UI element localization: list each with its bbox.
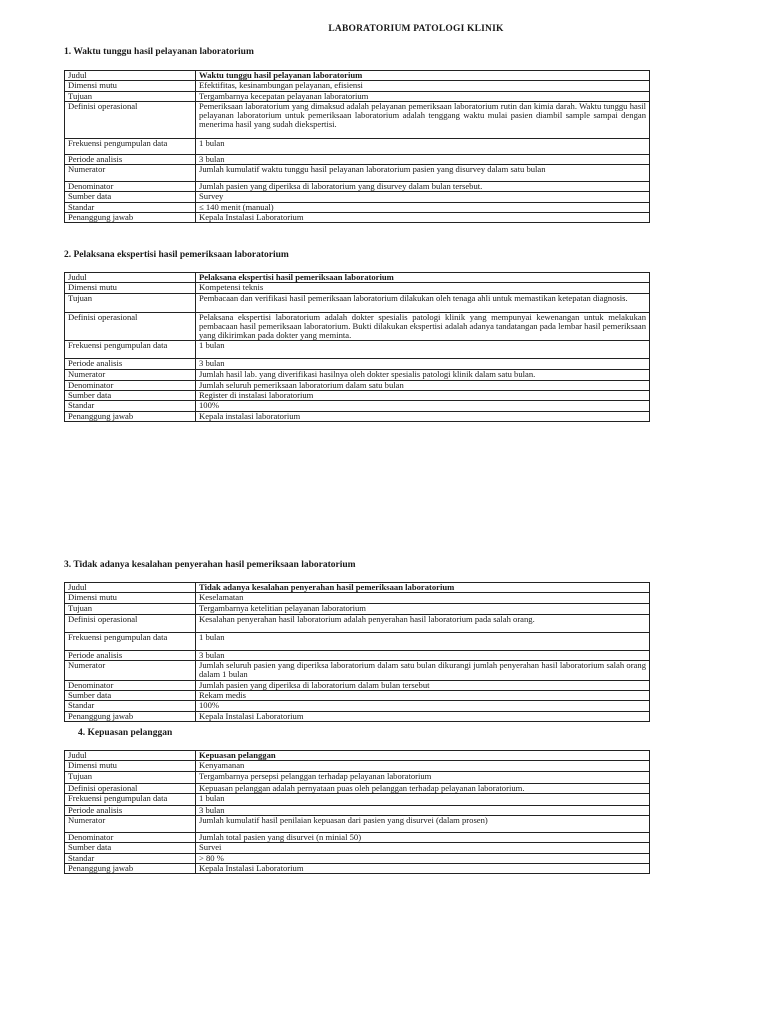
- indicator-label: Periode analisis: [65, 805, 196, 815]
- indicator-label: Sumber data: [65, 192, 196, 202]
- indicator-value: 100%: [196, 701, 650, 711]
- section-2-heading: 2. Pelaksana ekspertisi hasil pemeriksaan laboratorium: [64, 250, 289, 260]
- indicator-value: 100%: [196, 401, 650, 411]
- section-3-table: [64, 582, 650, 722]
- indicator-row: [65, 81, 650, 91]
- indicator-value: Jumlah seluruh pasien yang diperiksa laboratorium dalam satu bulan dikurangi jumlah penyerahan hasil laboratorium salah orang dalam 1 bulan: [196, 660, 650, 680]
- indicator-row: [65, 212, 650, 222]
- indicator-row: [65, 751, 650, 761]
- indicator-label: Periode analisis: [65, 650, 196, 660]
- indicator-label: Denominator: [65, 182, 196, 192]
- indicator-value: 1 bulan: [196, 341, 650, 359]
- indicator-value: Rekam medis: [196, 691, 650, 701]
- indicator-label: Judul: [65, 751, 196, 761]
- indicator-row: [65, 711, 650, 721]
- indicator-value: Kepala instalasi laboratorium: [196, 411, 650, 421]
- indicator-row: [65, 390, 650, 400]
- indicator-row: [65, 603, 650, 614]
- indicator-value: Kepuasan pelanggan adalah pernyataan puas oleh pelanggan terhadap pelayanan laboratorium.: [196, 783, 650, 793]
- indicator-label: Denominator: [65, 833, 196, 843]
- indicator-label: Standar: [65, 853, 196, 863]
- indicator-row: [65, 650, 650, 660]
- indicator-value: Register di instalasi laboratorium: [196, 390, 650, 400]
- indicator-label: Judul: [65, 583, 196, 593]
- indicator-row: [65, 401, 650, 411]
- indicator-label: Frekuensi pengumpulan data: [65, 138, 196, 154]
- indicator-row: [65, 843, 650, 853]
- indicator-label: Judul: [65, 71, 196, 81]
- indicator-label: Numerator: [65, 660, 196, 680]
- indicator-row: [65, 411, 650, 421]
- indicator-label: Dimensi mutu: [65, 283, 196, 293]
- indicator-label: Dimensi mutu: [65, 593, 196, 603]
- indicator-label: Tujuan: [65, 771, 196, 783]
- indicator-label: Definisi operasional: [65, 101, 196, 138]
- indicator-value: Kesalahan penyerahan hasil laboratorium adalah penyerahan hasil laboratorium pada salah orang.: [196, 614, 650, 632]
- indicator-label: Periode analisis: [65, 154, 196, 164]
- indicator-value: Kepala Instalasi Laboratorium: [196, 212, 650, 222]
- indicator-value: Keselamatan: [196, 593, 650, 603]
- indicator-value: Jumlah kumulatif hasil penilaian kepuasan dari pasien yang disurvei (dalam prosen): [196, 816, 650, 833]
- indicator-value: Tidak adanya kesalahan penyerahan hasil pemeriksaan laboratorium: [196, 583, 650, 593]
- indicator-value: ≤ 140 menit (manual): [196, 202, 650, 212]
- indicator-label: Definisi operasional: [65, 312, 196, 341]
- indicator-label: Penanggung jawab: [65, 411, 196, 421]
- indicator-value: Jumlah pasien yang diperiksa di laboratorium yang disurvey dalam bulan tersebut.: [196, 182, 650, 192]
- indicator-value: Kepala Instalasi Laboratorium: [196, 863, 650, 873]
- indicator-value: Jumlah total pasien yang disurvei (n minial 50): [196, 833, 650, 843]
- indicator-label: Tujuan: [65, 91, 196, 101]
- indicator-label: Judul: [65, 273, 196, 283]
- indicator-row: [65, 863, 650, 873]
- indicator-row: [65, 154, 650, 164]
- indicator-value: Tergambarnya ketelitian pelayanan laboratorium: [196, 603, 650, 614]
- indicator-label: Dimensi mutu: [65, 761, 196, 771]
- indicator-label: Penanggung jawab: [65, 212, 196, 222]
- indicator-row: [65, 165, 650, 182]
- indicator-value: 3 bulan: [196, 359, 650, 369]
- indicator-row: [65, 312, 650, 341]
- indicator-value: > 80 %: [196, 853, 650, 863]
- indicator-value: Kepala Instalasi Laboratorium: [196, 711, 650, 721]
- indicator-row: [65, 783, 650, 793]
- section-4-table: [64, 750, 650, 874]
- indicator-value: Jumlah kumulatif waktu tunggu hasil pelayanan laboratorium pasien yang disurvey dalam satu bulan: [196, 165, 650, 182]
- indicator-row: [65, 101, 650, 138]
- indicator-value: 1 bulan: [196, 632, 650, 650]
- indicator-label: Sumber data: [65, 691, 196, 701]
- indicator-label: Tujuan: [65, 603, 196, 614]
- indicator-row: [65, 816, 650, 833]
- indicator-value: 1 bulan: [196, 138, 650, 154]
- indicator-label: Dimensi mutu: [65, 81, 196, 91]
- indicator-value: 3 bulan: [196, 650, 650, 660]
- indicator-row: [65, 701, 650, 711]
- indicator-value: Survey: [196, 192, 650, 202]
- indicator-row: [65, 583, 650, 593]
- indicator-label: Sumber data: [65, 843, 196, 853]
- indicator-label: Numerator: [65, 165, 196, 182]
- indicator-value: Jumlah pasien yang diperiksa di laboratorium dalam bulan tersebut: [196, 680, 650, 690]
- section-4-heading: 4. Kepuasan pelanggan: [78, 728, 173, 738]
- indicator-value: Kepuasan pelanggan: [196, 751, 650, 761]
- indicator-row: [65, 359, 650, 369]
- indicator-label: Numerator: [65, 816, 196, 833]
- indicator-value: Kompetensi teknis: [196, 283, 650, 293]
- indicator-row: [65, 632, 650, 650]
- indicator-row: [65, 660, 650, 680]
- indicator-value: Survei: [196, 843, 650, 853]
- indicator-row: [65, 593, 650, 603]
- indicator-row: [65, 283, 650, 293]
- indicator-row: [65, 805, 650, 815]
- indicator-row: [65, 273, 650, 283]
- indicator-value: Pembacaan dan verifikasi hasil pemeriksaan laboratorium dilakukan oleh tenaga ahli untuk memastikan ketepatan diagnosis.: [196, 293, 650, 312]
- indicator-row: [65, 833, 650, 843]
- indicator-value: Jumlah hasil lab. yang diverifikasi hasilnya oleh dokter spesialis patologi klinik dalam satu bulan.: [196, 369, 650, 380]
- indicator-label: Definisi operasional: [65, 614, 196, 632]
- indicator-value: Pemeriksaan laboratorium yang dimaksud adalah pelayanan pemeriksaan laboratorium rutin dan kimia darah. Waktu tunggu hasil pelayanan laboratorium untuk pemeriksaan laboratorium adalah tenggang waktu mulai pasien diambil sample sampai dengan menerima hasil yang sudah diekspertisi.: [196, 101, 650, 138]
- indicator-value: 3 bulan: [196, 154, 650, 164]
- indicator-row: [65, 369, 650, 380]
- indicator-row: [65, 691, 650, 701]
- indicator-row: [65, 71, 650, 81]
- indicator-row: [65, 138, 650, 154]
- indicator-value: Jumlah seluruh pemeriksaan laboratorium dalam satu bulan: [196, 380, 650, 390]
- indicator-label: Denominator: [65, 380, 196, 390]
- indicator-label: Standar: [65, 401, 196, 411]
- indicator-value: Kenyamanan: [196, 761, 650, 771]
- indicator-label: Tujuan: [65, 293, 196, 312]
- indicator-value: Pelaksana ekspertisi hasil pemeriksaan laboratorium: [196, 273, 650, 283]
- indicator-row: [65, 680, 650, 690]
- indicator-value: Efektifitas, kesinambungan pelayanan, efisiensi: [196, 81, 650, 91]
- indicator-row: [65, 853, 650, 863]
- indicator-value: 3 bulan: [196, 805, 650, 815]
- indicator-value: Pelaksana ekspertisi laboratorium adalah dokter spesialis patologi klinik yang mempunyai kewenangan untuk melakukan pembacaan hasil pemeriksaan laboratorium. Bukti dilakukan ekspertisi adalah adanya tandatangan pada lembar hasil pemeriksaan yang dikirimkan pada dokter yang meminta.: [196, 312, 650, 341]
- indicator-row: [65, 192, 650, 202]
- indicator-row: [65, 91, 650, 101]
- indicator-row: [65, 614, 650, 632]
- section-2-table: [64, 272, 650, 422]
- indicator-row: [65, 182, 650, 192]
- indicator-row: [65, 761, 650, 771]
- indicator-label: Frekuensi pengumpulan data: [65, 793, 196, 805]
- indicator-value: Tergambarnya persepsi pelanggan terhadap pelayanan laboratorium: [196, 771, 650, 783]
- indicator-row: [65, 341, 650, 359]
- indicator-label: Numerator: [65, 369, 196, 380]
- indicator-label: Denominator: [65, 680, 196, 690]
- indicator-row: [65, 380, 650, 390]
- indicator-label: Penanggung jawab: [65, 863, 196, 873]
- section-3-heading: 3. Tidak adanya kesalahan penyerahan hasil pemeriksaan laboratorium: [64, 560, 356, 570]
- indicator-label: Frekuensi pengumpulan data: [65, 341, 196, 359]
- indicator-row: [65, 771, 650, 783]
- section-1-heading: 1. Waktu tunggu hasil pelayanan laboratorium: [64, 47, 254, 57]
- indicator-label: Frekuensi pengumpulan data: [65, 632, 196, 650]
- indicator-label: Periode analisis: [65, 359, 196, 369]
- indicator-label: Penanggung jawab: [65, 711, 196, 721]
- document-title: LABORATORIUM PATOLOGI KLINIK: [328, 24, 504, 34]
- section-1-table: [64, 70, 650, 223]
- indicator-label: Standar: [65, 701, 196, 711]
- indicator-value: Waktu tunggu hasil pelayanan laboratorium: [196, 71, 650, 81]
- indicator-label: Standar: [65, 202, 196, 212]
- indicator-row: [65, 793, 650, 805]
- indicator-label: Definisi operasional: [65, 783, 196, 793]
- indicator-value: 1 bulan: [196, 793, 650, 805]
- indicator-row: [65, 293, 650, 312]
- indicator-label: Sumber data: [65, 390, 196, 400]
- indicator-row: [65, 202, 650, 212]
- indicator-value: Tergambarnya kecepatan pelayanan laboratorium: [196, 91, 650, 101]
